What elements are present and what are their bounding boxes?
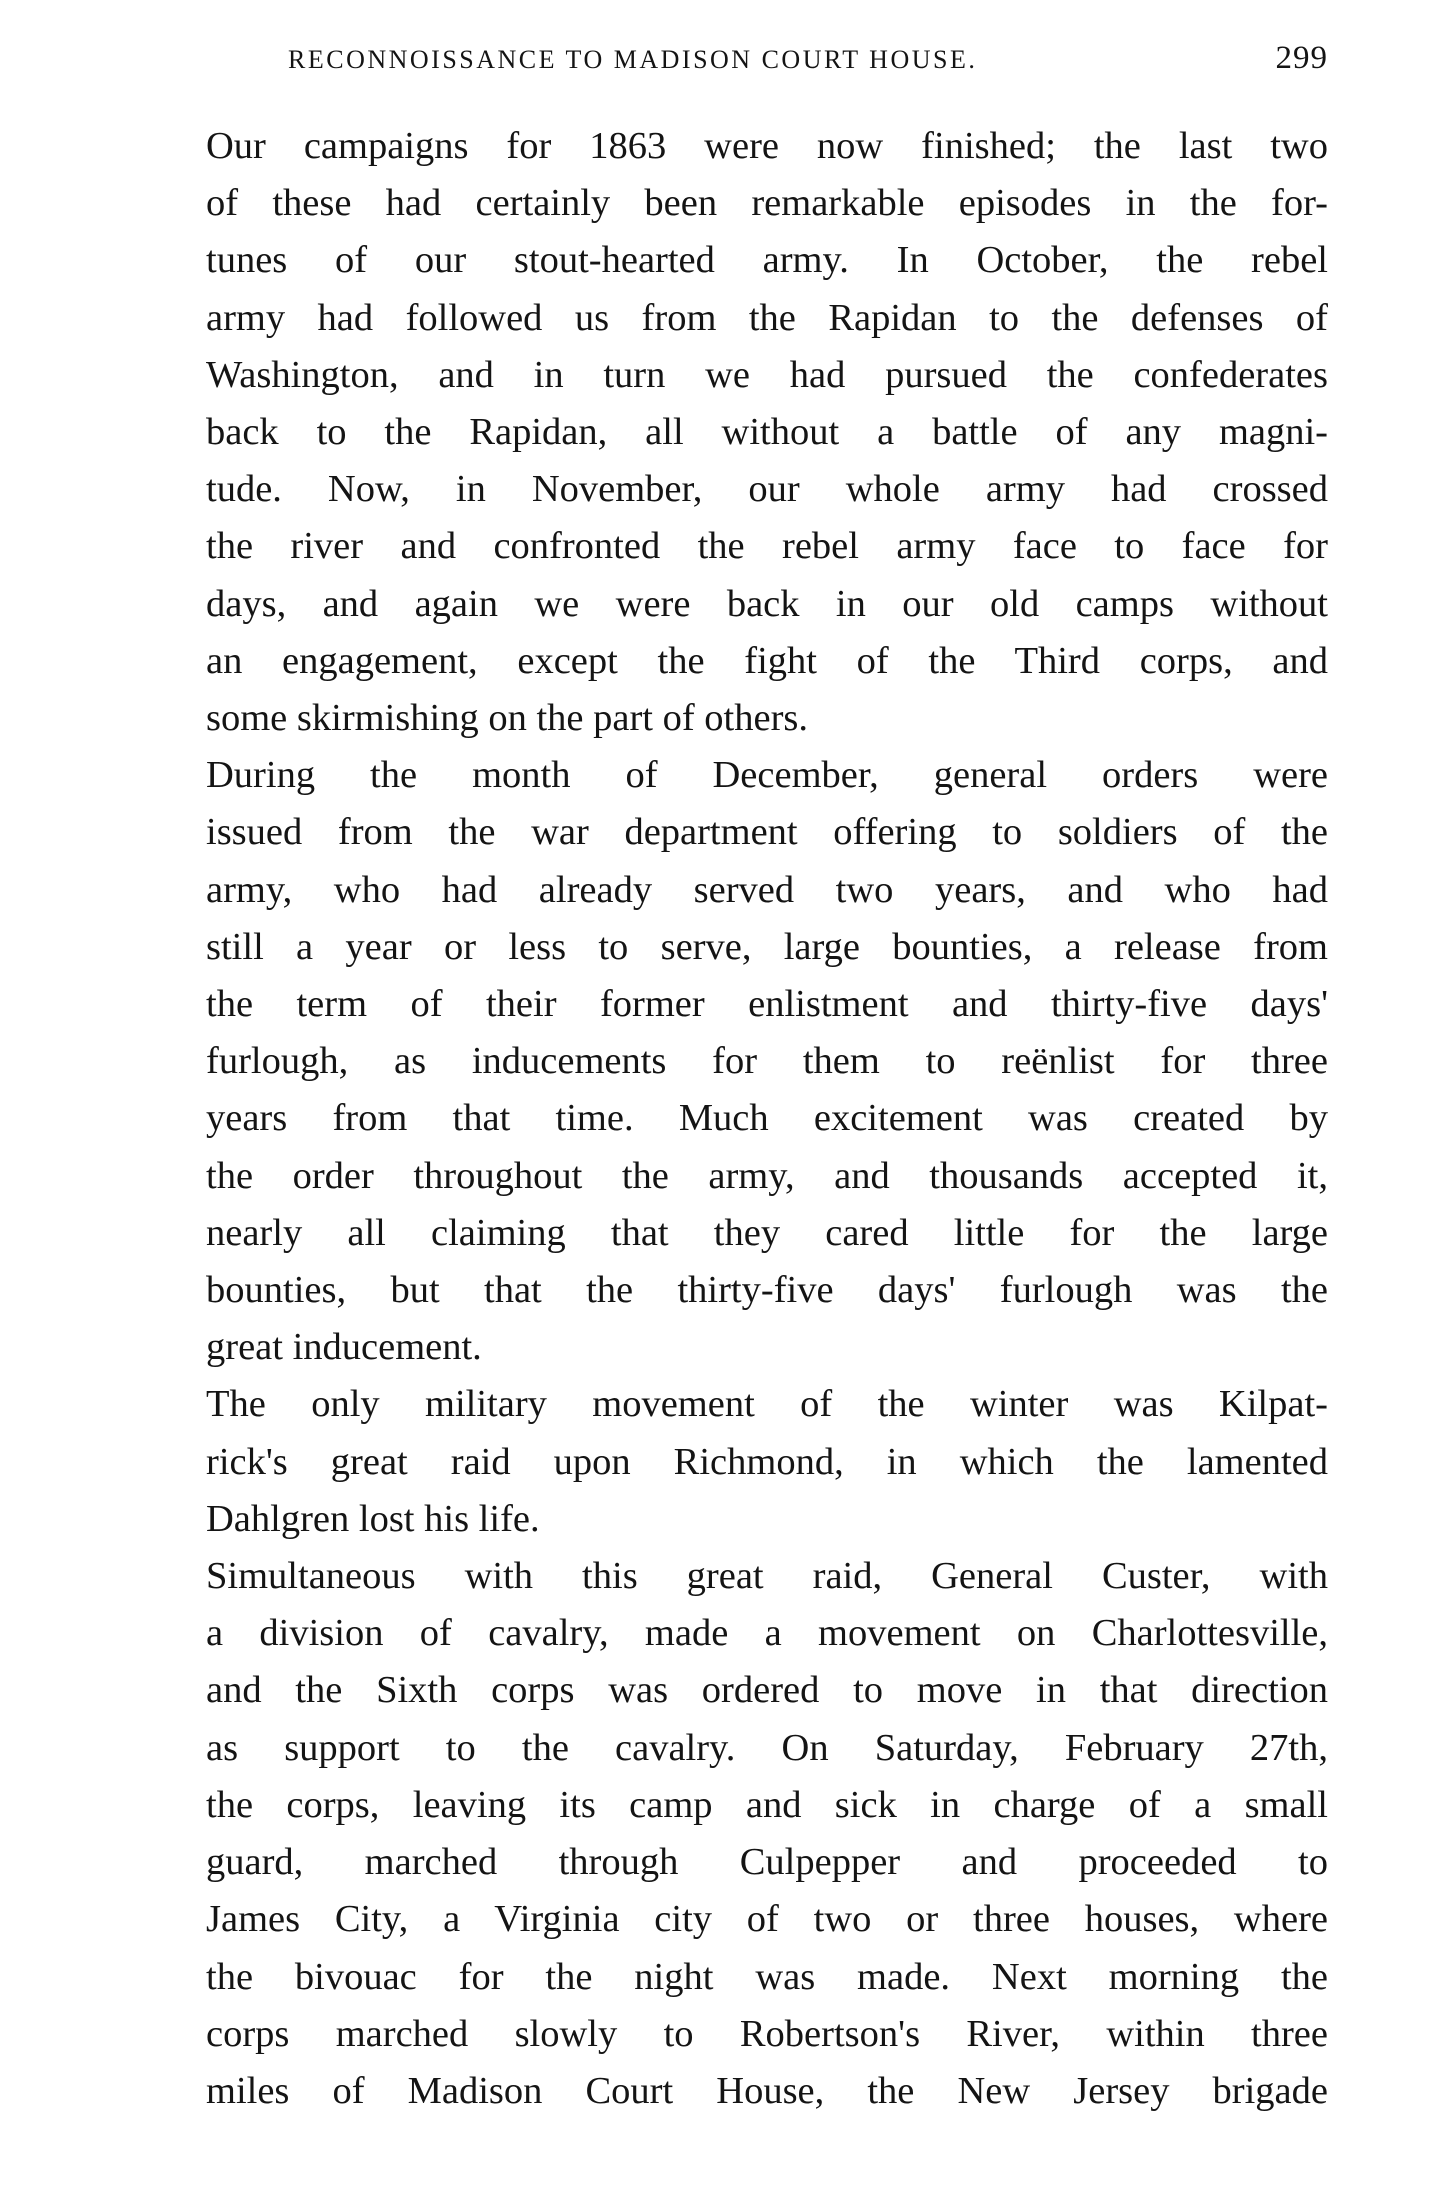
paragraph-2 [164,747,1328,1376]
text-line: Our campaigns for 1863 were now finished; the last two [206,125,1328,167]
paragraph-4 [164,1548,1328,2120]
body-text [164,118,1328,2120]
text-line: tude. Now, in November, our whole army had crossed [206,468,1328,511]
text-line: some skirmishing on the part of others. [206,697,809,740]
text-line: bounties, but that the thirty-five days' furlough was the [206,1269,1328,1312]
text-line: army, who had already served two years, and who had [206,868,1328,911]
text-line: During the month of December, general orders were [206,754,1328,797]
text-line: Dahlgren lost his life. [206,1497,540,1540]
text-line: great inducement. [206,1326,482,1369]
text-line: back to the Rapidan, all without a battle of any magni- [206,411,1328,454]
text-line: as support to the cavalry. On Saturday, February 27th, [206,1726,1328,1769]
page-header [288,40,1328,90]
text-line: days, and again we were back in our old camps without [206,582,1328,625]
text-line: years from that time. Much excitement was created by [206,1097,1328,1140]
text-line: still a year or less to serve, large bounties, a release from [206,925,1328,968]
text-line: of these had certainly been remarkable episodes in the for- [206,182,1328,225]
book-page [164,40,1328,2120]
text-line: The only military movement of the winter was Kilpat- [206,1383,1328,1426]
text-line: furlough, as inducements for them to reënlist for three [206,1040,1328,1083]
text-line: the order throughout the army, and thousands accepted it, [206,1154,1328,1197]
paragraph-1 [164,118,1328,747]
page-number: 299 [1275,40,1328,76]
text-line: corps marched slowly to Robertson's River, within three [206,2012,1328,2055]
text-line: guard, marched through Culpepper and proceeded to [206,1841,1328,1884]
text-line: army had followed us from the Rapidan to the defenses of [206,296,1328,339]
text-line: tunes of our stout-hearted army. In October, the rebel [206,239,1328,282]
text-line: rick's great raid upon Richmond, in which the lamented [206,1440,1328,1483]
paragraph-3 [164,1376,1328,1548]
text-line: James City, a Virginia city of two or three houses, where [206,1898,1328,1941]
text-line: the bivouac for the night was made. Next morning the [206,1955,1328,1998]
running-head: RECONNOISSANCE TO MADISON COURT HOUSE. [288,45,978,74]
text-line: nearly all claiming that they cared little for the large [206,1211,1328,1254]
text-line: the river and confronted the rebel army face to face for [206,525,1328,568]
text-line: issued from the war department offering to soldiers of the [206,811,1328,854]
text-line: Simultaneous with this great raid, General Custer, with [206,1555,1328,1598]
text-line: a division of cavalry, made a movement on Charlottesville, [206,1612,1328,1655]
text-line: and the Sixth corps was ordered to move in that direction [206,1669,1328,1712]
text-line: the corps, leaving its camp and sick in charge of a small [206,1783,1328,1826]
text-line: an engagement, except the fight of the Third corps, and [206,639,1328,682]
text-line: Washington, and in turn we had pursued the confederates [206,353,1328,396]
text-line: miles of Madison Court House, the New Jersey brigade [206,2069,1328,2112]
text-line: the term of their former enlistment and thirty-five days' [206,983,1328,1026]
